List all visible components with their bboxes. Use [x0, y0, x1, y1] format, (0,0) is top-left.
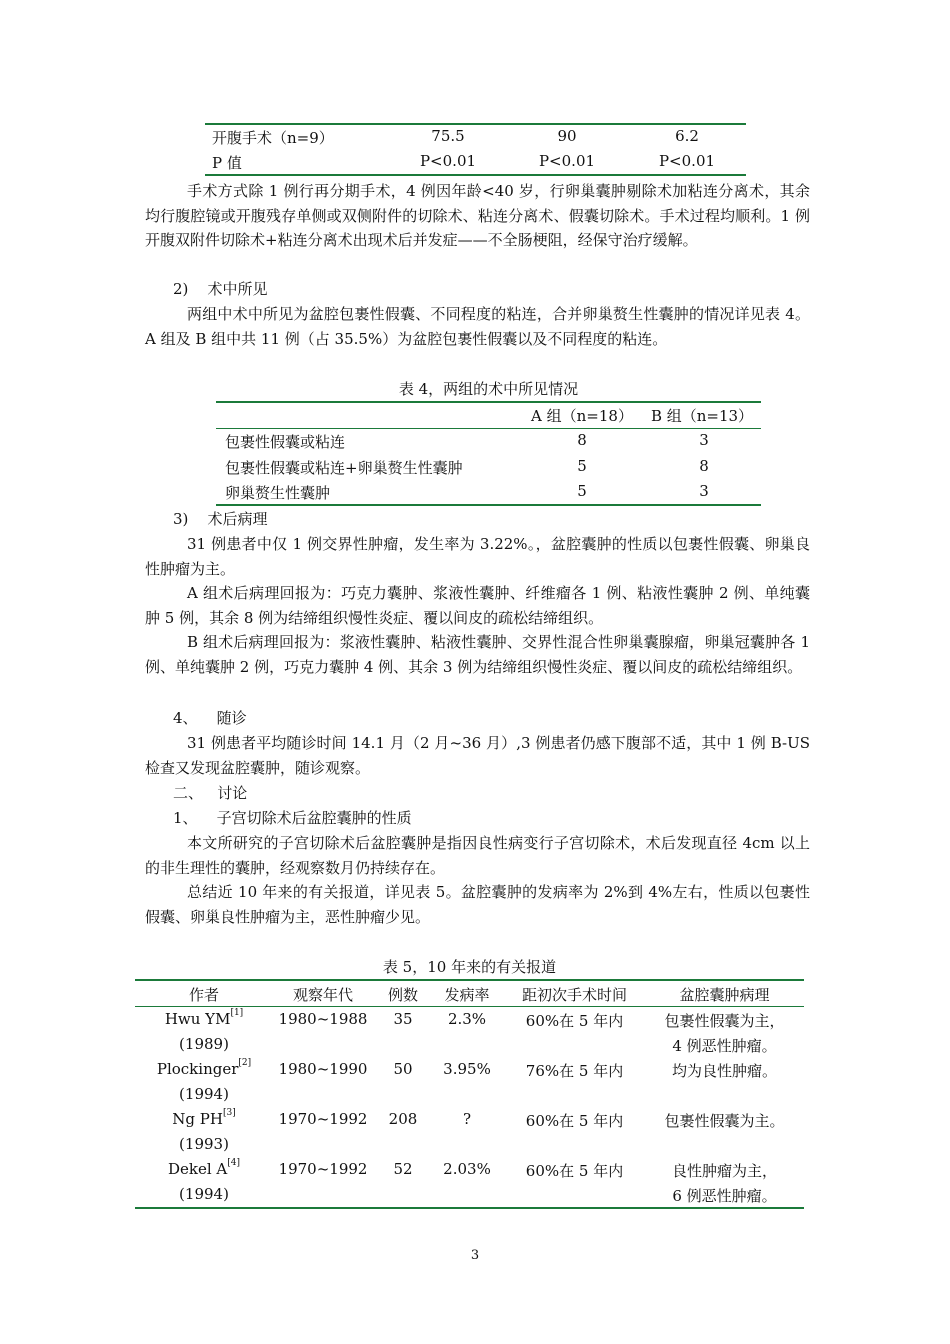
table5-cell: 208 — [388, 1110, 418, 1128]
table3-cell: P<0.01 — [538, 152, 596, 170]
table5-author: Hwu YM[1] — [164, 1008, 244, 1028]
table4-cell: 5 — [577, 457, 587, 475]
table5-cell: 35 — [393, 1010, 413, 1028]
table4-bottom-rule — [216, 504, 761, 506]
table3-bottom-rule — [205, 174, 746, 176]
section-heading: 二、 讨论 — [173, 784, 248, 802]
subheading: 4、 随诊 — [173, 709, 247, 727]
table5-cell: 1980~1988 — [278, 1010, 368, 1028]
table5-cell: 60%在 5 年内 — [525, 1012, 624, 1030]
paragraph: 总结近 10 年来的有关报道，详见表 5。盆腔囊肿的发病率为 2%到 4%左右，性质以包裹性假囊、卵巢良性肿瘤为主，恶性肿瘤少见。 — [145, 883, 810, 926]
table5-header: 例数 — [387, 986, 418, 1004]
table5-author: Plockinger[2] — [156, 1058, 252, 1078]
paragraph: 31 例患者平均随诊时间 14.1 月（2 月~36 月）,3 例患者仍感下腹部不适，其中 1 例 B-US 检查又发现盆腔囊肿，随诊观察。 — [145, 734, 810, 777]
table4-top-rule — [216, 401, 761, 403]
subheading: 2) 术中所见 — [173, 280, 268, 298]
table5-header: 盆腔囊肿病理 — [679, 986, 770, 1004]
table3-top-rule — [205, 123, 746, 125]
table5-author: Ng PH[3] — [172, 1108, 236, 1128]
table4-row-label: 包裹性假囊或粘连 — [225, 433, 346, 451]
table5-cell: 均为良性肿瘤。 — [671, 1062, 777, 1080]
table5-year: (1994) — [179, 1085, 229, 1103]
table5-cell: 2.03% — [443, 1160, 491, 1178]
table5-year: (1993) — [179, 1135, 229, 1153]
table5-caption: 表 5，10 年来的有关报道 — [382, 958, 557, 976]
paragraph: 本文所研究的子宫切除术后盆腔囊肿是指因良性病变行子宫切除术，术后发现直径 4cm 以上的非生理性的囊肿，经观察数月仍持续存在。 — [145, 834, 810, 877]
table5-cell: 2.3% — [447, 1010, 487, 1028]
paragraph: B 组术后病理回报为：浆液性囊肿、粘液性囊肿、交界性混合性卵巢囊腺瘤，卵巢冠囊肿各 1 例、单纯囊肿 2 例，巧克力囊肿 4 例、其余 3 例为结缔组织慢性炎症、覆以间皮的疏松结缔组织。 — [145, 633, 810, 676]
paragraph: 两组中术中所见为盆腔包裹性假囊、不同程度的粘连，合并卵巢赘生性囊肿的情况详见表 4。A 组及 B 组中共 11 例（占 35.5%）为盆腔包裹性假囊以及不同程度的粘连。 — [145, 305, 810, 348]
table5-cell: 良性肿瘤为主， — [671, 1162, 777, 1180]
table5-header: 作者 — [188, 986, 219, 1004]
table5-cell: 4 例恶性肿瘤。 — [672, 1037, 777, 1055]
paragraph: 31 例患者中仅 1 例交界性肿瘤，发生率为 3.22%。，盆腔囊肿的性质以包裹性假囊、卵巢良性肿瘤为主。 — [145, 535, 810, 578]
table3-cell: 75.5 — [431, 127, 465, 145]
table3-cell: P<0.01 — [419, 152, 477, 170]
table5-cell: 包裹性假囊为主， — [664, 1012, 785, 1030]
table5-cell: 1970~1992 — [278, 1110, 368, 1128]
subheading: 3) 术后病理 — [173, 510, 268, 528]
table5-cell: 1980~1990 — [278, 1060, 368, 1078]
table5-cell: 52 — [393, 1160, 413, 1178]
table5-year: (1994) — [179, 1185, 229, 1203]
table4-cell: 8 — [577, 431, 587, 449]
table5-cell: 1970~1992 — [278, 1160, 368, 1178]
table4-cell: 8 — [699, 457, 709, 475]
table4-header-rule — [216, 428, 761, 429]
table5-year: (1989) — [179, 1035, 229, 1053]
table4-cell: 3 — [699, 431, 709, 449]
table5-cell: 76%在 5 年内 — [525, 1062, 624, 1080]
table5-cell: ? — [462, 1110, 472, 1128]
table3-row-label: P 值 — [212, 154, 242, 172]
table4-row-label: 包裹性假囊或粘连+卵巢赘生性囊肿 — [225, 459, 463, 477]
table4-row-label: 卵巢赘生性囊肿 — [225, 484, 331, 502]
table5-cell: 60%在 5 年内 — [525, 1162, 624, 1180]
table5-header-rule — [135, 1006, 804, 1007]
table4-cell: 3 — [699, 482, 709, 500]
paragraph: A 组术后病理回报为：巧克力囊肿、浆液性囊肿、纤维瘤各 1 例、粘液性囊肿 2 例、单纯囊肿 5 例，其余 8 例为结缔组织慢性炎症、覆以间皮的疏松结缔组织。 — [145, 584, 810, 627]
table4-header: A 组（n=18） — [531, 407, 633, 425]
table3-row-label: 开腹手术（n=9） — [212, 129, 334, 147]
paragraph: 手术方式除 1 例行再分期手术，4 例因年龄<40 岁，行卵巢囊肿剔除术加粘连分离术，其余均行腹腔镜或开腹残存单侧或双侧附件的切除术、粘连分离术、假囊切除术。手术过程均顺利。1 例开腹双附件切除术+粘连分离术出现术后并发症——不全肠梗阻，经保守治疗缓解。 — [145, 182, 810, 249]
table5-cell: 6 例恶性肿瘤。 — [672, 1187, 777, 1205]
table3-cell: 90 — [557, 127, 577, 145]
table3-cell: 6.2 — [675, 127, 699, 145]
table5-top-rule — [135, 979, 804, 981]
table3-cell: P<0.01 — [658, 152, 716, 170]
table5-header: 观察年代 — [292, 986, 353, 1004]
table5-author: Dekel A[4] — [167, 1158, 241, 1178]
table5-cell: 包裹性假囊为主。 — [664, 1112, 785, 1130]
table4-cell: 5 — [577, 482, 587, 500]
table5-header: 发病率 — [444, 986, 490, 1004]
subheading: 1、 子宫切除术后盆腔囊肿的性质 — [173, 809, 412, 827]
table5-bottom-rule — [135, 1207, 804, 1209]
table4-header: B 组（n=13） — [650, 407, 754, 425]
table4-caption: 表 4，两组的术中所见情况 — [398, 380, 579, 398]
table5-cell: 3.95% — [443, 1060, 491, 1078]
table5-cell: 60%在 5 年内 — [525, 1112, 624, 1130]
page-number: 3 — [470, 1248, 480, 1263]
table5-header: 距初次手术时间 — [521, 986, 627, 1004]
table5-cell: 50 — [393, 1060, 413, 1078]
